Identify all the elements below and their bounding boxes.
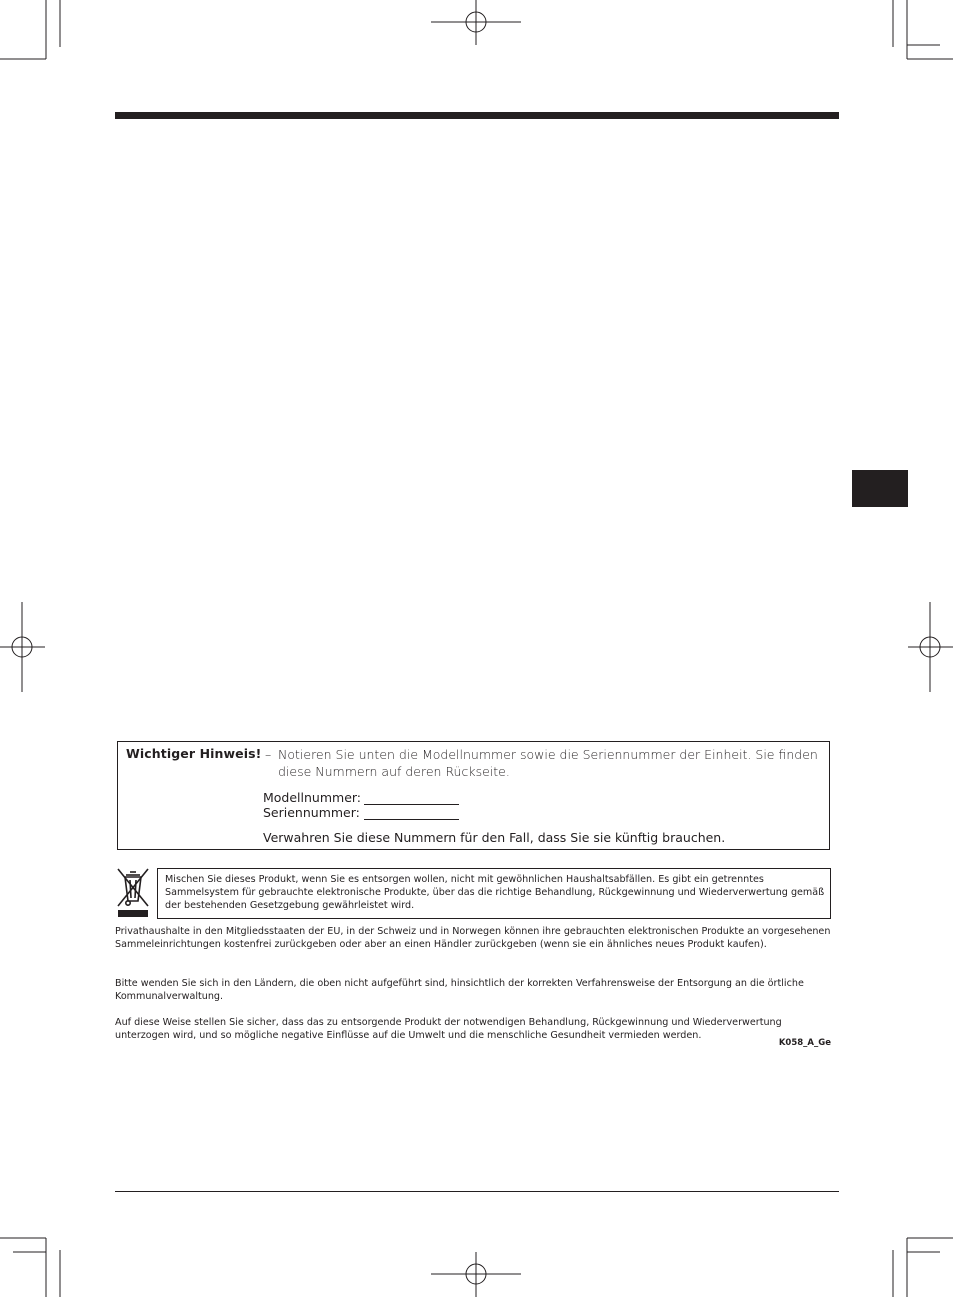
weee-disposal-text: Mischen Sie dieses Produkt, wenn Sie es entsorgen wollen, nicht mit gewöhnlichen Haushaltsabfällen. Es gibt ein getrenntes Sammelsystem für gebrauchte elektronische Produkte, über das die richtige Behandlung, Rückgewinnung und Wiederverwertung gemäß der bestehenden Gesetzgebung gewährleistet wird. [165,874,825,911]
crossed-out-wheelie-bin-icon [115,866,151,918]
notice-title: Wichtiger Hinweis! [126,746,262,761]
notice-dash: – [265,747,272,762]
serial-number-row [263,805,360,820]
notice-instruction-text: Notieren Sie unten die Modellnummer sowie die Seriennummer der Einheit. Sie finden diese Nummern auf deren Rückseite. [278,747,818,779]
notice-instruction [265,746,820,780]
model-number-row [263,790,361,805]
serial-number-label: Seriennummer: [263,805,360,820]
language-tab [852,470,908,507]
paragraph-eu-households: Privathaushalte in den Mitgliedsstaaten der EU, in der Schweiz und in Norwegen können ihre gebrauchten elektronischen Produkte an vorgesehenen Sammeleinrichtungen kostenfrei zurückgeben oder aber an einen Händler zurückgeben (wenn sie ein ähnliches neues Produkt kaufen). [115,926,831,950]
header-rule [115,112,839,119]
model-number-line [364,804,459,805]
keep-numbers-text: Verwahren Sie diese Nummern für den Fall, dass Sie sie künftig brauchen. [263,830,726,845]
document-code: K058_A_Ge [778,1038,831,1048]
weee-disposal-box [157,868,831,919]
paragraph-environment: Auf diese Weise stellen Sie sicher, dass das zu entsorgende Produkt der notwendigen Behandlung, Rückgewinnung und Wiederverwertung unterzogen wird, und so mögliche negative Einflüsse auf die Umwelt und die menschliche Gesundheit vermieden werden. [115,1017,782,1041]
paragraph-other-countries: Bitte wenden Sie sich in den Ländern, die oben nicht aufgeführt sind, hinsichtlich der korrekten Verfahrensweise der Entsorgung an die örtliche Kommunalverwaltung. [115,978,804,1002]
important-notice-box [117,741,830,850]
model-number-label: Modellnummer: [263,790,362,805]
serial-number-line [364,819,459,820]
footer-rule [115,1191,839,1192]
